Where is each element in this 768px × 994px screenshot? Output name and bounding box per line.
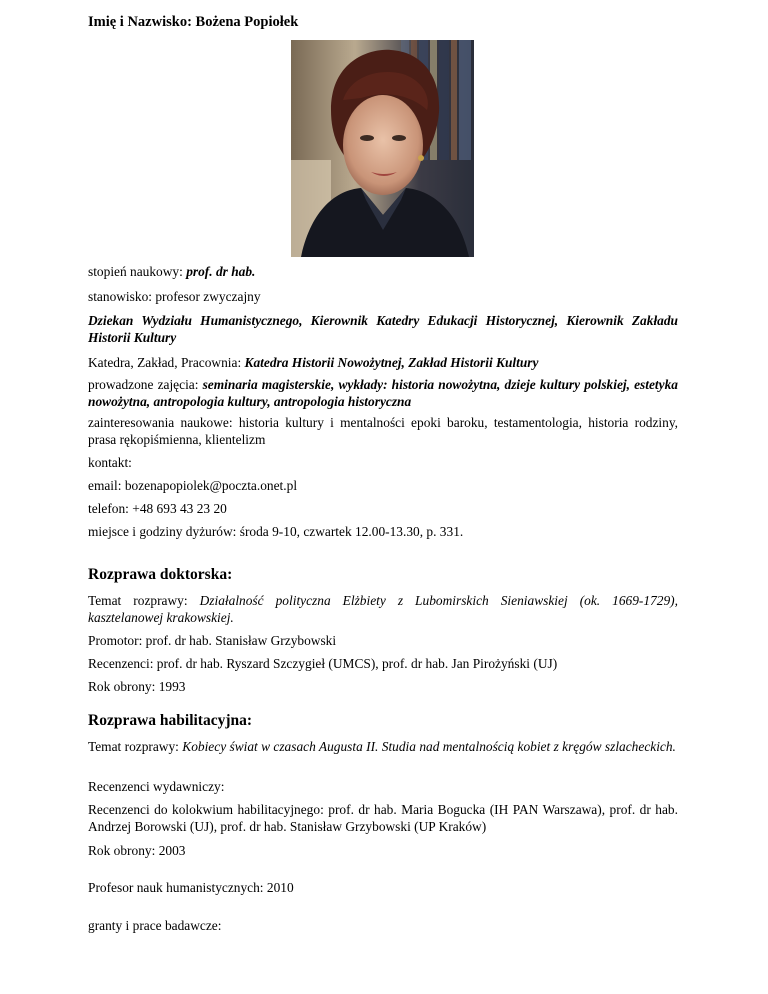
habilitation-topic-line: Temat rozprawy: Kobiecy świat w czasach Augusta II. Studia nad mentalnością kobiet z kręgów szlacheckich.	[88, 739, 676, 754]
doctorate-topic-line: Temat rozprawy: Działalność polityczna Elżbiety z Lubomirskich Sieniawskiej (ok. 1669-1729), kasztelanowej krakowskiej.	[88, 593, 678, 625]
position-line: stanowisko: profesor zwyczajny	[88, 289, 261, 304]
interests-line: zainteresowania naukowe: historia kultury i mentalności epoki baroku, testamentologia, historia rodziny, prasa rękopiśmienna, klientelizm	[88, 415, 678, 447]
doctorate-topic: Działalność polityczna Elżbiety z Lubomirskich Sieniawskiej (ok. 1669-1729), kasztelanowej krakowskiej.	[88, 593, 678, 625]
interests-value: historia kultury i mentalności epoki baroku, testamentologia, historia rodziny, prasa rękopiśmienna, klientelizm	[88, 415, 678, 447]
name-value: Bożena Popiołek	[195, 14, 299, 30]
email-link[interactable]: bozenapopiolek@poczta.onet.pl	[124, 478, 298, 493]
doctorate-reviewers: prof. dr hab. Ryszard Szczygieł (UMCS), prof. dr hab. Jan Pirożyński (UJ)	[156, 656, 558, 671]
doctorate-year-line: Rok obrony: 1993	[88, 679, 186, 694]
publisher-reviewers-line: Recenzenci wydawniczy:	[88, 779, 225, 794]
doctorate-promoter-line: Promotor: prof. dr hab. Stanisław Grzybowski	[88, 633, 337, 648]
professor-year: 2010	[266, 880, 294, 895]
office-hours-value: środa 9-10, czwartek 12.00-13.30, p. 331.	[239, 524, 464, 539]
habilitation-heading: Rozprawa habilitacyjna:	[88, 712, 253, 729]
habilitation-topic: Kobiecy świat w czasach Augusta II. Studia nad mentalnością kobiet z kręgów szlacheckich.	[182, 739, 676, 754]
functions-text: Dziekan Wydziału Humanistycznego, Kierownik Katedry Edukacji Historycznej, Kierownik Zakładu Historii Kultury	[88, 313, 678, 345]
classes-line: prowadzone zajęcia: seminaria magisterskie, wykłady: historia nowożytna, dzieje kultury polskiej, estetyka nowożytna, antropologia kultury, antropologia historyczna	[88, 377, 678, 409]
professor-title-line: Profesor nauk humanistycznych: 2010	[88, 880, 294, 895]
name-label: Imię i Nazwisko:	[88, 14, 192, 30]
office-hours-line: miejsce i godziny dyżurów: środa 9-10, czwartek 12.00-13.30, p. 331.	[88, 524, 464, 539]
contact-label: kontakt:	[88, 455, 132, 470]
position-value: profesor zwyczajny	[155, 289, 261, 304]
phone-value: +48 693 43 23 20	[132, 501, 227, 516]
colloquium-reviewers: prof. dr hab. Maria Bogucka (IH PAN Warszawa), prof. dr hab. Andrzej Borowski (UJ), prof. dr hab. Stanisław Grzybowski (UP Kraków)	[88, 802, 678, 834]
doctorate-year: 1993	[158, 679, 186, 694]
portrait-photo	[291, 40, 474, 257]
department-value: Katedra Historii Nowożytnej, Zakład Historii Kultury	[244, 355, 539, 370]
phone-line: telefon: +48 693 43 23 20	[88, 501, 227, 516]
habilitation-year: 2003	[158, 843, 186, 858]
doctorate-reviewers-line: Recenzenci: prof. dr hab. Ryszard Szczygieł (UMCS), prof. dr hab. Jan Pirożyński (UJ)	[88, 656, 558, 671]
classes-value: seminaria magisterskie, wykłady: historia nowożytna, dzieje kultury polskiej, estetyka nowożytna, antropologia kultury, antropologia historyczna	[88, 377, 678, 409]
department-line: Katedra, Zakład, Pracownia: Katedra Historii Nowożytnej, Zakład Historii Kultury	[88, 355, 539, 370]
habilitation-year-line: Rok obrony: 2003	[88, 843, 186, 858]
doctorate-promoter: prof. dr hab. Stanisław Grzybowski	[145, 633, 337, 648]
degree-value: prof. dr hab.	[186, 264, 256, 279]
person-name-line	[88, 14, 298, 31]
colloquium-reviewers-line: Recenzenci do kolokwium habilitacyjnego: prof. dr hab. Maria Bogucka (IH PAN Warszawa), prof. dr hab. Andrzej Borowski (UJ), prof. dr hab. Stanisław Grzybowski (UP Kraków)	[88, 802, 678, 834]
degree-line: stopień naukowy: prof. dr hab.	[88, 264, 256, 279]
email-line: email: bozenapopiolek@poczta.onet.pl	[88, 478, 298, 493]
grants-label: granty i prace badawcze:	[88, 918, 222, 933]
doctorate-heading: Rozprawa doktorska:	[88, 566, 233, 583]
